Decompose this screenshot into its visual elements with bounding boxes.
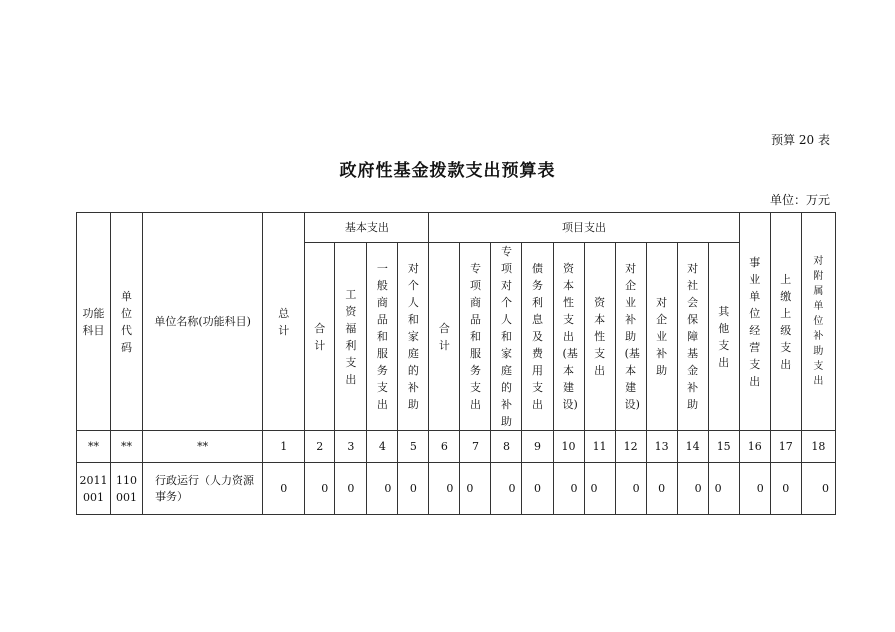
index-cell: 3	[335, 431, 367, 463]
value-cell: 0	[801, 463, 835, 515]
index-cell: 6	[429, 431, 460, 463]
value-cell: 0	[367, 463, 398, 515]
value-cell: 0	[305, 463, 335, 515]
budget-table	[76, 212, 836, 515]
value-cell: 0	[460, 463, 491, 515]
index-cell: 4	[367, 431, 398, 463]
header-project-sub: 对企业补助	[646, 243, 677, 431]
value-cell: 0	[491, 463, 522, 515]
header-total: 总计	[263, 213, 305, 431]
index-cell: 10	[553, 431, 584, 463]
index-cell: 2	[305, 431, 335, 463]
header-project-sub: 对社会保障基金补助	[677, 243, 708, 431]
value-cell: 0	[615, 463, 646, 515]
index-cell: 1	[263, 431, 305, 463]
index-cell: **	[143, 431, 263, 463]
header-project-sub: 债务利息及费用支出	[522, 243, 553, 431]
header-project-sub: 资本性支出	[584, 243, 615, 431]
value-cell: 0	[770, 463, 801, 515]
value-cell: 0	[584, 463, 615, 515]
index-cell: 9	[522, 431, 553, 463]
index-cell: 12	[615, 431, 646, 463]
index-cell: 17	[770, 431, 801, 463]
header-basic-sub: 合计	[305, 243, 335, 431]
table-row	[77, 463, 836, 515]
value-cell: 0	[263, 463, 305, 515]
header-project-sub: 专项商品和服务支出	[460, 243, 491, 431]
header-row-1	[77, 213, 836, 243]
header-project-sub: 对企业补助(基本建设)	[615, 243, 646, 431]
header-project-sub: 其他支出	[708, 243, 739, 431]
value-cell: 0	[522, 463, 553, 515]
index-cell: 11	[584, 431, 615, 463]
value-cell: 0	[553, 463, 584, 515]
value-cell: 0	[677, 463, 708, 515]
value-cell: 0	[646, 463, 677, 515]
index-cell: 14	[677, 431, 708, 463]
value-cell: 0	[708, 463, 739, 515]
header-project-sub: 合计	[429, 243, 460, 431]
page-title: 政府性基金拨款支出预算表	[339, 161, 556, 181]
index-cell: 8	[491, 431, 522, 463]
value-cell: 0	[739, 463, 770, 515]
header-upper: 上缴上级支出	[770, 213, 801, 431]
header-func-code: 功能科目	[77, 213, 111, 431]
unit-name-cell: 行政运行（人力资源事务）	[143, 463, 263, 515]
value-cell: 0	[398, 463, 429, 515]
form-number: 预算 20 表	[771, 133, 830, 147]
index-cell: 5	[398, 431, 429, 463]
index-cell: 16	[739, 431, 770, 463]
header-project-sub: 资本性支出(基本建设)	[553, 243, 584, 431]
value-cell: 0	[335, 463, 367, 515]
header-subsidy: 对附属单位补助支出	[801, 213, 835, 431]
header-basic-sub: 工资福利支出	[335, 243, 367, 431]
budget-table-wrapper	[76, 212, 836, 515]
index-cell: **	[111, 431, 143, 463]
header-project: 项目支出	[429, 213, 739, 243]
unit-code-cell: 110 001	[111, 463, 143, 515]
func-code-cell: 2011 001	[77, 463, 111, 515]
value-cell: 0	[429, 463, 460, 515]
index-cell: 7	[460, 431, 491, 463]
index-cell: 18	[801, 431, 835, 463]
header-unit-code: 单位代码	[111, 213, 143, 431]
header-unit-name: 单位名称(功能科目)	[143, 213, 263, 431]
index-cell: 15	[708, 431, 739, 463]
header-basic: 基本支出	[305, 213, 429, 243]
header-biz-unit: 事业单位经营支出	[739, 213, 770, 431]
index-cell: 13	[646, 431, 677, 463]
index-row	[77, 431, 836, 463]
header-project-sub: 专项对个人和家庭的补助	[491, 243, 522, 431]
unit-label: 单位：万元	[769, 193, 830, 207]
header-basic-sub: 对个人和家庭的补助	[398, 243, 429, 431]
header-basic-sub: 一般商品和服务支出	[367, 243, 398, 431]
index-cell: **	[77, 431, 111, 463]
